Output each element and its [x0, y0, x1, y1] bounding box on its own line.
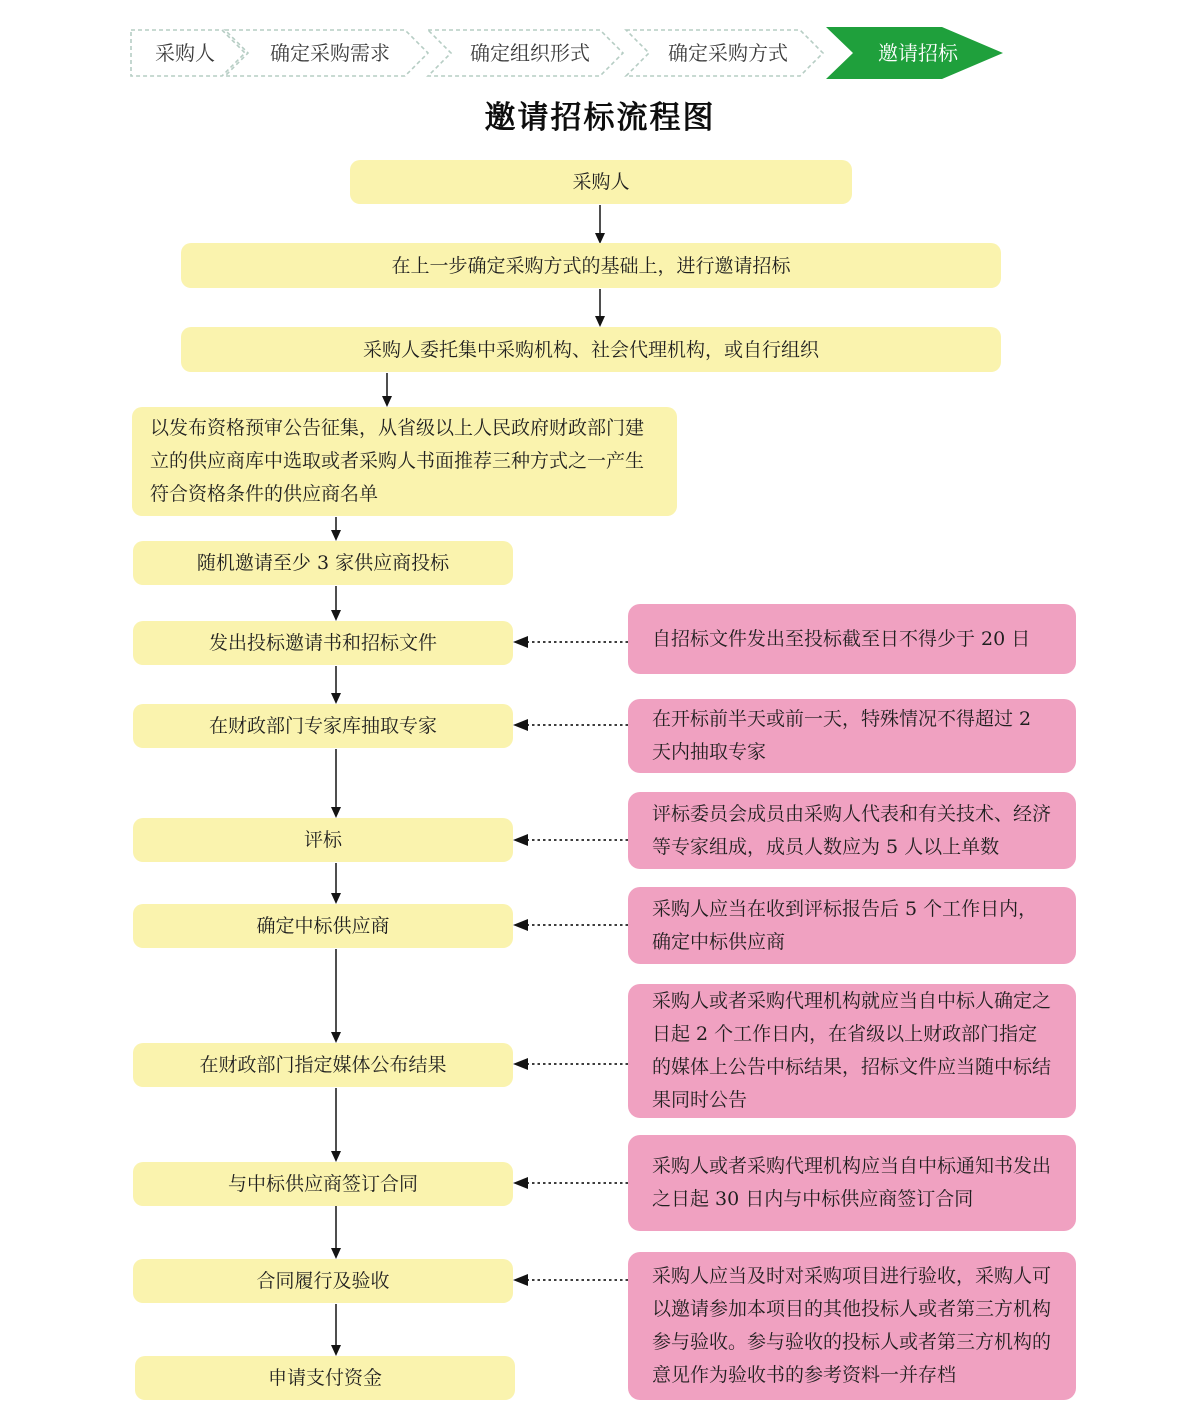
page-title: 邀请招标流程图	[484, 100, 716, 136]
dotted-connector-arrow	[513, 1274, 628, 1286]
down-arrow	[382, 373, 392, 407]
down-arrow	[331, 517, 341, 541]
down-arrow	[331, 666, 341, 704]
flow-note-30-days-contract: 采购人或者采购代理机构应当自中标通知书发出之日起 30 日内与中标供应商签订合同	[628, 1135, 1076, 1231]
flow-step-publish-result: 在财政部门指定媒体公布结果	[133, 1043, 513, 1087]
flow-step-apply-payment: 申请支付资金	[135, 1356, 515, 1400]
flow-note-20-days: 自招标文件发出至投标截至日不得少于 20 日	[628, 604, 1076, 674]
banner-step-label: 确定采购方式	[668, 41, 788, 65]
flow-note-committee-members: 评标委员会成员由采购人代表和有关技术、经济等专家组成，成员人数应为 5 人以上单数	[628, 792, 1076, 869]
flow-note-acceptance-archive: 采购人应当及时对采购项目进行验收，采购人可以邀请参加本项目的其他投标人或者第三方机构参与验收。参与验收的投标人或者第三方机构的意见作为验收书的参考资料一并存档	[628, 1252, 1076, 1400]
dotted-connector-arrow	[513, 919, 628, 931]
banner-step-label: 确定采购需求	[270, 41, 390, 65]
flow-step-entrust-agency: 采购人委托集中采购机构、社会代理机构，或自行组织	[181, 327, 1001, 372]
flow-step-invite-3-suppliers: 随机邀请至少 3 家供应商投标	[133, 541, 513, 585]
flow-step-issue-documents: 发出投标邀请书和招标文件	[133, 621, 513, 665]
flow-step-evaluation: 评标	[133, 818, 513, 862]
flow-step-draw-experts: 在财政部门专家库抽取专家	[133, 704, 513, 748]
down-arrow	[595, 205, 605, 244]
dotted-connector-arrow	[513, 834, 628, 846]
flow-step-basis: 在上一步确定采购方式的基础上，进行邀请招标	[181, 243, 1001, 288]
dotted-connector-arrow	[513, 1058, 628, 1070]
banner-step-label: 确定组织形式	[470, 41, 590, 65]
down-arrow	[595, 289, 605, 327]
down-arrow	[331, 863, 341, 904]
flow-step-sign-contract: 与中标供应商签订合同	[133, 1162, 513, 1206]
flow-note-5-working-days: 采购人应当在收到评标报告后 5 个工作日内，确定中标供应商	[628, 887, 1076, 964]
process-banner	[0, 0, 1200, 90]
flow-step-purchaser: 采购人	[350, 160, 852, 204]
down-arrow	[331, 1088, 341, 1162]
flow-step-supplier-list: 以发布资格预审公告征集，从省级以上人民政府财政部门建立的供应商库中选取或者采购人书面推荐三种方式之一产生符合资格条件的供应商名单	[132, 407, 677, 516]
dotted-connector-arrow	[513, 636, 628, 648]
flow-note-expert-timing: 在开标前半天或前一天，特殊情况不得超过 2 天内抽取专家	[628, 699, 1076, 773]
down-arrow	[331, 949, 341, 1043]
flow-step-perform-acceptance: 合同履行及验收	[133, 1259, 513, 1303]
flow-note-announce-result: 采购人或者采购代理机构就应当自中标人确定之日起 2 个工作日内，在省级以上财政部门指定的媒体上公告中标结果，招标文件应当随中标结果同时公告	[628, 984, 1076, 1118]
down-arrow	[331, 586, 341, 621]
down-arrow	[331, 1206, 341, 1259]
dotted-connector-arrow	[513, 719, 628, 731]
down-arrow	[331, 749, 341, 818]
banner-step-label: 采购人	[155, 41, 215, 65]
down-arrow	[331, 1304, 341, 1356]
flow-step-determine-winner: 确定中标供应商	[133, 904, 513, 948]
banner-step-label-active: 邀请招标	[878, 41, 958, 65]
dotted-connector-arrow	[513, 1177, 628, 1189]
